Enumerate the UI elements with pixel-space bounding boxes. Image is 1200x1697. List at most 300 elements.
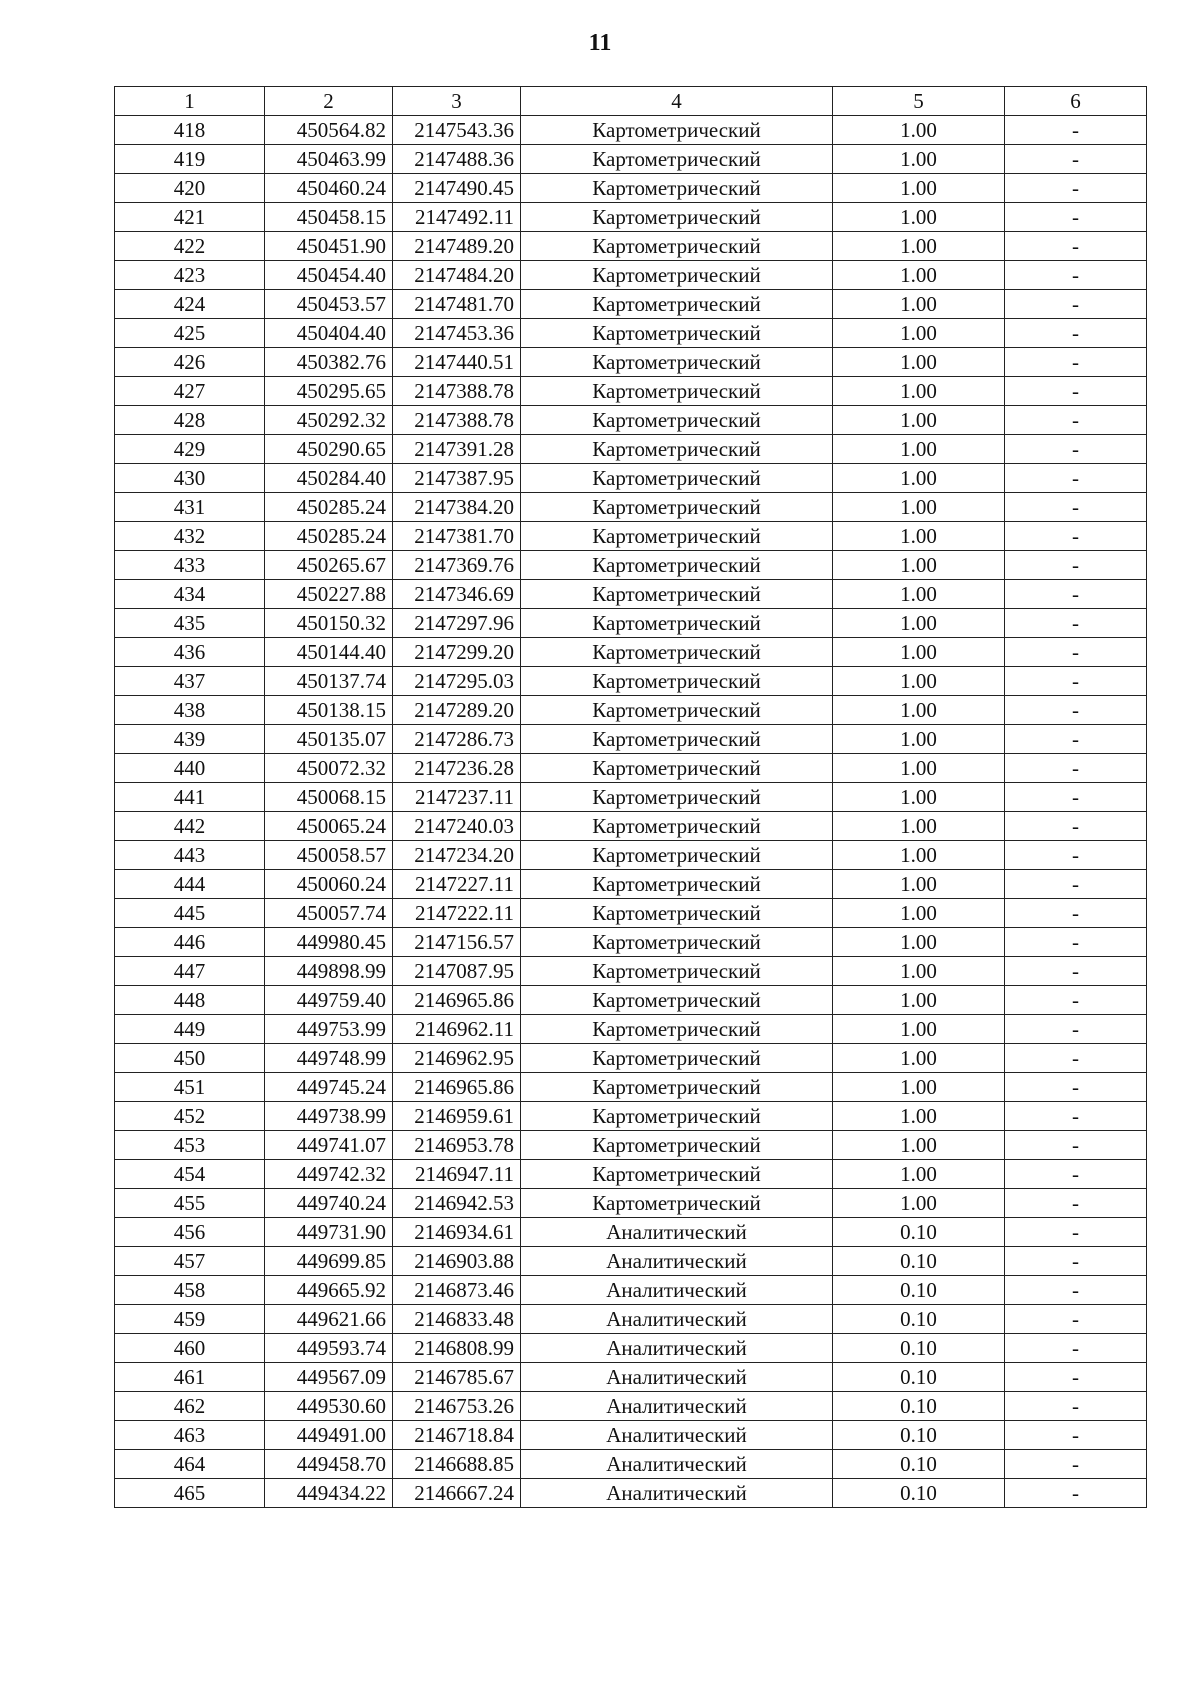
description-cell: - <box>1005 203 1147 232</box>
method-cell: Картометрический <box>521 725 833 754</box>
accuracy-cell: 0.10 <box>833 1334 1005 1363</box>
point-number-cell: 435 <box>115 609 265 638</box>
table-header-row <box>115 87 1147 116</box>
method-cell: Картометрический <box>521 551 833 580</box>
description-cell: - <box>1005 928 1147 957</box>
method-cell: Картометрический <box>521 290 833 319</box>
accuracy-cell: 1.00 <box>833 899 1005 928</box>
method-cell: Картометрический <box>521 261 833 290</box>
x-coordinate-cell: 450072.32 <box>265 754 393 783</box>
y-coordinate-cell: 2147156.57 <box>393 928 521 957</box>
method-cell: Аналитический <box>521 1334 833 1363</box>
x-coordinate-cell: 450453.57 <box>265 290 393 319</box>
description-cell: - <box>1005 1479 1147 1508</box>
point-number-cell: 460 <box>115 1334 265 1363</box>
description-cell: - <box>1005 1392 1147 1421</box>
y-coordinate-cell: 2147289.20 <box>393 696 521 725</box>
accuracy-cell: 1.00 <box>833 174 1005 203</box>
description-cell: - <box>1005 580 1147 609</box>
accuracy-cell: 1.00 <box>833 1102 1005 1131</box>
method-cell: Картометрический <box>521 1160 833 1189</box>
method-cell: Аналитический <box>521 1305 833 1334</box>
method-cell: Картометрический <box>521 580 833 609</box>
method-cell: Картометрический <box>521 812 833 841</box>
accuracy-cell: 1.00 <box>833 870 1005 899</box>
method-cell: Картометрический <box>521 493 833 522</box>
table-row <box>115 986 1147 1015</box>
table-row <box>115 290 1147 319</box>
x-coordinate-cell: 450292.32 <box>265 406 393 435</box>
accuracy-cell: 1.00 <box>833 232 1005 261</box>
table-row <box>115 609 1147 638</box>
description-cell: - <box>1005 493 1147 522</box>
accuracy-cell: 0.10 <box>833 1479 1005 1508</box>
y-coordinate-cell: 2147369.76 <box>393 551 521 580</box>
accuracy-cell: 1.00 <box>833 812 1005 841</box>
description-cell: - <box>1005 1450 1147 1479</box>
description-cell: - <box>1005 116 1147 145</box>
method-cell: Картометрический <box>521 870 833 899</box>
method-cell: Картометрический <box>521 406 833 435</box>
point-number-cell: 456 <box>115 1218 265 1247</box>
point-number-cell: 430 <box>115 464 265 493</box>
description-cell: - <box>1005 957 1147 986</box>
accuracy-cell: 1.00 <box>833 319 1005 348</box>
x-coordinate-cell: 450451.90 <box>265 232 393 261</box>
method-cell: Картометрический <box>521 464 833 493</box>
accuracy-cell: 0.10 <box>833 1450 1005 1479</box>
x-coordinate-cell: 449742.32 <box>265 1160 393 1189</box>
description-cell: - <box>1005 1189 1147 1218</box>
accuracy-cell: 1.00 <box>833 841 1005 870</box>
y-coordinate-cell: 2147488.36 <box>393 145 521 174</box>
table-row <box>115 1363 1147 1392</box>
point-number-cell: 463 <box>115 1421 265 1450</box>
accuracy-cell: 1.00 <box>833 667 1005 696</box>
accuracy-cell: 1.00 <box>833 725 1005 754</box>
method-cell: Аналитический <box>521 1479 833 1508</box>
method-cell: Картометрический <box>521 1189 833 1218</box>
method-cell: Картометрический <box>521 348 833 377</box>
method-cell: Аналитический <box>521 1421 833 1450</box>
table-row <box>115 667 1147 696</box>
table-row <box>115 580 1147 609</box>
point-number-cell: 429 <box>115 435 265 464</box>
point-number-cell: 424 <box>115 290 265 319</box>
table-row <box>115 1421 1147 1450</box>
accuracy-cell: 0.10 <box>833 1276 1005 1305</box>
y-coordinate-cell: 2146965.86 <box>393 986 521 1015</box>
method-cell: Картометрический <box>521 783 833 812</box>
y-coordinate-cell: 2146934.61 <box>393 1218 521 1247</box>
x-coordinate-cell: 449434.22 <box>265 1479 393 1508</box>
accuracy-cell: 1.00 <box>833 348 1005 377</box>
accuracy-cell: 1.00 <box>833 638 1005 667</box>
point-number-cell: 419 <box>115 145 265 174</box>
point-number-cell: 445 <box>115 899 265 928</box>
accuracy-cell: 1.00 <box>833 464 1005 493</box>
y-coordinate-cell: 2147453.36 <box>393 319 521 348</box>
x-coordinate-cell: 449741.07 <box>265 1131 393 1160</box>
accuracy-cell: 1.00 <box>833 754 1005 783</box>
table-row <box>115 551 1147 580</box>
description-cell: - <box>1005 1276 1147 1305</box>
point-number-cell: 446 <box>115 928 265 957</box>
point-number-cell: 441 <box>115 783 265 812</box>
x-coordinate-cell: 450285.24 <box>265 522 393 551</box>
description-cell: - <box>1005 1363 1147 1392</box>
table-row <box>115 1247 1147 1276</box>
method-cell: Картометрический <box>521 1015 833 1044</box>
table-row <box>115 319 1147 348</box>
y-coordinate-cell: 2147391.28 <box>393 435 521 464</box>
table-row <box>115 1392 1147 1421</box>
description-cell: - <box>1005 348 1147 377</box>
method-cell: Картометрический <box>521 957 833 986</box>
table-row <box>115 725 1147 754</box>
description-cell: - <box>1005 725 1147 754</box>
accuracy-cell: 1.00 <box>833 116 1005 145</box>
table-row <box>115 522 1147 551</box>
method-cell: Картометрический <box>521 145 833 174</box>
accuracy-cell: 0.10 <box>833 1247 1005 1276</box>
table-row <box>115 1305 1147 1334</box>
y-coordinate-cell: 2147222.11 <box>393 899 521 928</box>
table-row <box>115 1334 1147 1363</box>
description-cell: - <box>1005 1421 1147 1450</box>
method-cell: Аналитический <box>521 1218 833 1247</box>
x-coordinate-cell: 449759.40 <box>265 986 393 1015</box>
table-row <box>115 203 1147 232</box>
description-cell: - <box>1005 174 1147 203</box>
accuracy-cell: 1.00 <box>833 1015 1005 1044</box>
method-cell: Картометрический <box>521 232 833 261</box>
point-number-cell: 448 <box>115 986 265 1015</box>
x-coordinate-cell: 449593.74 <box>265 1334 393 1363</box>
description-cell: - <box>1005 261 1147 290</box>
header-cell-3: 3 <box>393 87 521 116</box>
accuracy-cell: 0.10 <box>833 1218 1005 1247</box>
x-coordinate-cell: 449898.99 <box>265 957 393 986</box>
x-coordinate-cell: 449458.70 <box>265 1450 393 1479</box>
accuracy-cell: 1.00 <box>833 580 1005 609</box>
y-coordinate-cell: 2146965.86 <box>393 1073 521 1102</box>
accuracy-cell: 1.00 <box>833 1131 1005 1160</box>
table-row <box>115 638 1147 667</box>
description-cell: - <box>1005 145 1147 174</box>
method-cell: Аналитический <box>521 1247 833 1276</box>
accuracy-cell: 1.00 <box>833 986 1005 1015</box>
table-row <box>115 1044 1147 1073</box>
description-cell: - <box>1005 899 1147 928</box>
method-cell: Картометрический <box>521 638 833 667</box>
table-row <box>115 812 1147 841</box>
description-cell: - <box>1005 435 1147 464</box>
accuracy-cell: 1.00 <box>833 290 1005 319</box>
description-cell: - <box>1005 754 1147 783</box>
x-coordinate-cell: 450460.24 <box>265 174 393 203</box>
point-number-cell: 465 <box>115 1479 265 1508</box>
point-number-cell: 428 <box>115 406 265 435</box>
x-coordinate-cell: 450065.24 <box>265 812 393 841</box>
table-row <box>115 261 1147 290</box>
x-coordinate-cell: 450144.40 <box>265 638 393 667</box>
table-row <box>115 1102 1147 1131</box>
table-row <box>115 1131 1147 1160</box>
y-coordinate-cell: 2146942.53 <box>393 1189 521 1218</box>
method-cell: Картометрический <box>521 1044 833 1073</box>
y-coordinate-cell: 2146953.78 <box>393 1131 521 1160</box>
description-cell: - <box>1005 1073 1147 1102</box>
x-coordinate-cell: 450265.67 <box>265 551 393 580</box>
table-row <box>115 957 1147 986</box>
x-coordinate-cell: 449745.24 <box>265 1073 393 1102</box>
x-coordinate-cell: 450463.99 <box>265 145 393 174</box>
point-number-cell: 452 <box>115 1102 265 1131</box>
table-row <box>115 696 1147 725</box>
accuracy-cell: 1.00 <box>833 1160 1005 1189</box>
description-cell: - <box>1005 1218 1147 1247</box>
method-cell: Картометрический <box>521 174 833 203</box>
y-coordinate-cell: 2147087.95 <box>393 957 521 986</box>
point-number-cell: 444 <box>115 870 265 899</box>
x-coordinate-cell: 449738.99 <box>265 1102 393 1131</box>
x-coordinate-cell: 450564.82 <box>265 116 393 145</box>
accuracy-cell: 1.00 <box>833 406 1005 435</box>
table-row <box>115 1450 1147 1479</box>
x-coordinate-cell: 450068.15 <box>265 783 393 812</box>
y-coordinate-cell: 2146959.61 <box>393 1102 521 1131</box>
description-cell: - <box>1005 1015 1147 1044</box>
table-row <box>115 348 1147 377</box>
point-number-cell: 431 <box>115 493 265 522</box>
y-coordinate-cell: 2147381.70 <box>393 522 521 551</box>
y-coordinate-cell: 2147240.03 <box>393 812 521 841</box>
y-coordinate-cell: 2146903.88 <box>393 1247 521 1276</box>
x-coordinate-cell: 450382.76 <box>265 348 393 377</box>
table-row <box>115 377 1147 406</box>
point-number-cell: 453 <box>115 1131 265 1160</box>
y-coordinate-cell: 2147295.03 <box>393 667 521 696</box>
point-number-cell: 436 <box>115 638 265 667</box>
y-coordinate-cell: 2146688.85 <box>393 1450 521 1479</box>
table-body <box>115 116 1147 1508</box>
y-coordinate-cell: 2147490.45 <box>393 174 521 203</box>
y-coordinate-cell: 2146785.67 <box>393 1363 521 1392</box>
header-cell-4: 4 <box>521 87 833 116</box>
description-cell: - <box>1005 1160 1147 1189</box>
method-cell: Картометрический <box>521 754 833 783</box>
x-coordinate-cell: 450284.40 <box>265 464 393 493</box>
table-row <box>115 1276 1147 1305</box>
x-coordinate-cell: 450227.88 <box>265 580 393 609</box>
point-number-cell: 434 <box>115 580 265 609</box>
table-row <box>115 1218 1147 1247</box>
y-coordinate-cell: 2147234.20 <box>393 841 521 870</box>
description-cell: - <box>1005 841 1147 870</box>
table-row <box>115 1073 1147 1102</box>
method-cell: Картометрический <box>521 203 833 232</box>
y-coordinate-cell: 2147297.96 <box>393 609 521 638</box>
x-coordinate-cell: 449753.99 <box>265 1015 393 1044</box>
y-coordinate-cell: 2147299.20 <box>393 638 521 667</box>
header-cell-2: 2 <box>265 87 393 116</box>
y-coordinate-cell: 2147484.20 <box>393 261 521 290</box>
y-coordinate-cell: 2147227.11 <box>393 870 521 899</box>
x-coordinate-cell: 450057.74 <box>265 899 393 928</box>
description-cell: - <box>1005 667 1147 696</box>
x-coordinate-cell: 450295.65 <box>265 377 393 406</box>
y-coordinate-cell: 2147543.36 <box>393 116 521 145</box>
x-coordinate-cell: 450060.24 <box>265 870 393 899</box>
table-row <box>115 493 1147 522</box>
x-coordinate-cell: 449491.00 <box>265 1421 393 1450</box>
description-cell: - <box>1005 1044 1147 1073</box>
table-row <box>115 870 1147 899</box>
description-cell: - <box>1005 870 1147 899</box>
table-row <box>115 116 1147 145</box>
x-coordinate-cell: 450137.74 <box>265 667 393 696</box>
point-number-cell: 427 <box>115 377 265 406</box>
y-coordinate-cell: 2146753.26 <box>393 1392 521 1421</box>
table-row <box>115 1015 1147 1044</box>
table-row <box>115 783 1147 812</box>
description-cell: - <box>1005 638 1147 667</box>
y-coordinate-cell: 2146667.24 <box>393 1479 521 1508</box>
point-number-cell: 418 <box>115 116 265 145</box>
point-number-cell: 438 <box>115 696 265 725</box>
point-number-cell: 437 <box>115 667 265 696</box>
point-number-cell: 443 <box>115 841 265 870</box>
point-number-cell: 420 <box>115 174 265 203</box>
table-row <box>115 899 1147 928</box>
y-coordinate-cell: 2147236.28 <box>393 754 521 783</box>
method-cell: Картометрический <box>521 696 833 725</box>
accuracy-cell: 1.00 <box>833 261 1005 290</box>
x-coordinate-cell: 450285.24 <box>265 493 393 522</box>
description-cell: - <box>1005 290 1147 319</box>
x-coordinate-cell: 449530.60 <box>265 1392 393 1421</box>
y-coordinate-cell: 2146947.11 <box>393 1160 521 1189</box>
method-cell: Картометрический <box>521 1102 833 1131</box>
y-coordinate-cell: 2147388.78 <box>393 406 521 435</box>
accuracy-cell: 1.00 <box>833 203 1005 232</box>
y-coordinate-cell: 2146962.11 <box>393 1015 521 1044</box>
x-coordinate-cell: 450058.57 <box>265 841 393 870</box>
point-number-cell: 454 <box>115 1160 265 1189</box>
y-coordinate-cell: 2147481.70 <box>393 290 521 319</box>
description-cell: - <box>1005 812 1147 841</box>
description-cell: - <box>1005 696 1147 725</box>
header-cell-1: 1 <box>115 87 265 116</box>
page-number: 11 <box>588 30 612 56</box>
table-row <box>115 1189 1147 1218</box>
point-number-cell: 426 <box>115 348 265 377</box>
y-coordinate-cell: 2146808.99 <box>393 1334 521 1363</box>
y-coordinate-cell: 2146962.95 <box>393 1044 521 1073</box>
description-cell: - <box>1005 1131 1147 1160</box>
description-cell: - <box>1005 551 1147 580</box>
method-cell: Картометрический <box>521 986 833 1015</box>
method-cell: Аналитический <box>521 1392 833 1421</box>
point-number-cell: 422 <box>115 232 265 261</box>
description-cell: - <box>1005 1102 1147 1131</box>
description-cell: - <box>1005 783 1147 812</box>
accuracy-cell: 1.00 <box>833 928 1005 957</box>
y-coordinate-cell: 2147440.51 <box>393 348 521 377</box>
point-number-cell: 439 <box>115 725 265 754</box>
description-cell: - <box>1005 1305 1147 1334</box>
x-coordinate-cell: 449740.24 <box>265 1189 393 1218</box>
table-row <box>115 145 1147 174</box>
point-number-cell: 423 <box>115 261 265 290</box>
description-cell: - <box>1005 377 1147 406</box>
accuracy-cell: 1.00 <box>833 493 1005 522</box>
method-cell: Картометрический <box>521 1131 833 1160</box>
table-row <box>115 928 1147 957</box>
point-number-cell: 440 <box>115 754 265 783</box>
description-cell: - <box>1005 1334 1147 1363</box>
x-coordinate-cell: 449665.92 <box>265 1276 393 1305</box>
method-cell: Картометрический <box>521 319 833 348</box>
method-cell: Картометрический <box>521 609 833 638</box>
point-number-cell: 458 <box>115 1276 265 1305</box>
description-cell: - <box>1005 1247 1147 1276</box>
point-number-cell: 421 <box>115 203 265 232</box>
method-cell: Аналитический <box>521 1450 833 1479</box>
x-coordinate-cell: 450458.15 <box>265 203 393 232</box>
point-number-cell: 462 <box>115 1392 265 1421</box>
y-coordinate-cell: 2147384.20 <box>393 493 521 522</box>
x-coordinate-cell: 450150.32 <box>265 609 393 638</box>
description-cell: - <box>1005 522 1147 551</box>
method-cell: Картометрический <box>521 928 833 957</box>
accuracy-cell: 1.00 <box>833 1044 1005 1073</box>
table-row <box>115 1160 1147 1189</box>
point-number-cell: 455 <box>115 1189 265 1218</box>
x-coordinate-cell: 450404.40 <box>265 319 393 348</box>
x-coordinate-cell: 450454.40 <box>265 261 393 290</box>
table-row <box>115 1479 1147 1508</box>
table-row <box>115 406 1147 435</box>
x-coordinate-cell: 449621.66 <box>265 1305 393 1334</box>
x-coordinate-cell: 449699.85 <box>265 1247 393 1276</box>
accuracy-cell: 1.00 <box>833 609 1005 638</box>
description-cell: - <box>1005 406 1147 435</box>
accuracy-cell: 1.00 <box>833 696 1005 725</box>
point-number-cell: 451 <box>115 1073 265 1102</box>
method-cell: Аналитический <box>521 1276 833 1305</box>
accuracy-cell: 0.10 <box>833 1392 1005 1421</box>
accuracy-cell: 0.10 <box>833 1305 1005 1334</box>
point-number-cell: 449 <box>115 1015 265 1044</box>
accuracy-cell: 1.00 <box>833 435 1005 464</box>
method-cell: Картометрический <box>521 377 833 406</box>
table-row <box>115 464 1147 493</box>
point-number-cell: 432 <box>115 522 265 551</box>
method-cell: Картометрический <box>521 435 833 464</box>
y-coordinate-cell: 2147237.11 <box>393 783 521 812</box>
method-cell: Картометрический <box>521 522 833 551</box>
x-coordinate-cell: 450135.07 <box>265 725 393 754</box>
method-cell: Картометрический <box>521 116 833 145</box>
accuracy-cell: 0.10 <box>833 1421 1005 1450</box>
point-number-cell: 464 <box>115 1450 265 1479</box>
header-cell-5: 5 <box>833 87 1005 116</box>
accuracy-cell: 1.00 <box>833 522 1005 551</box>
x-coordinate-cell: 450290.65 <box>265 435 393 464</box>
y-coordinate-cell: 2147388.78 <box>393 377 521 406</box>
